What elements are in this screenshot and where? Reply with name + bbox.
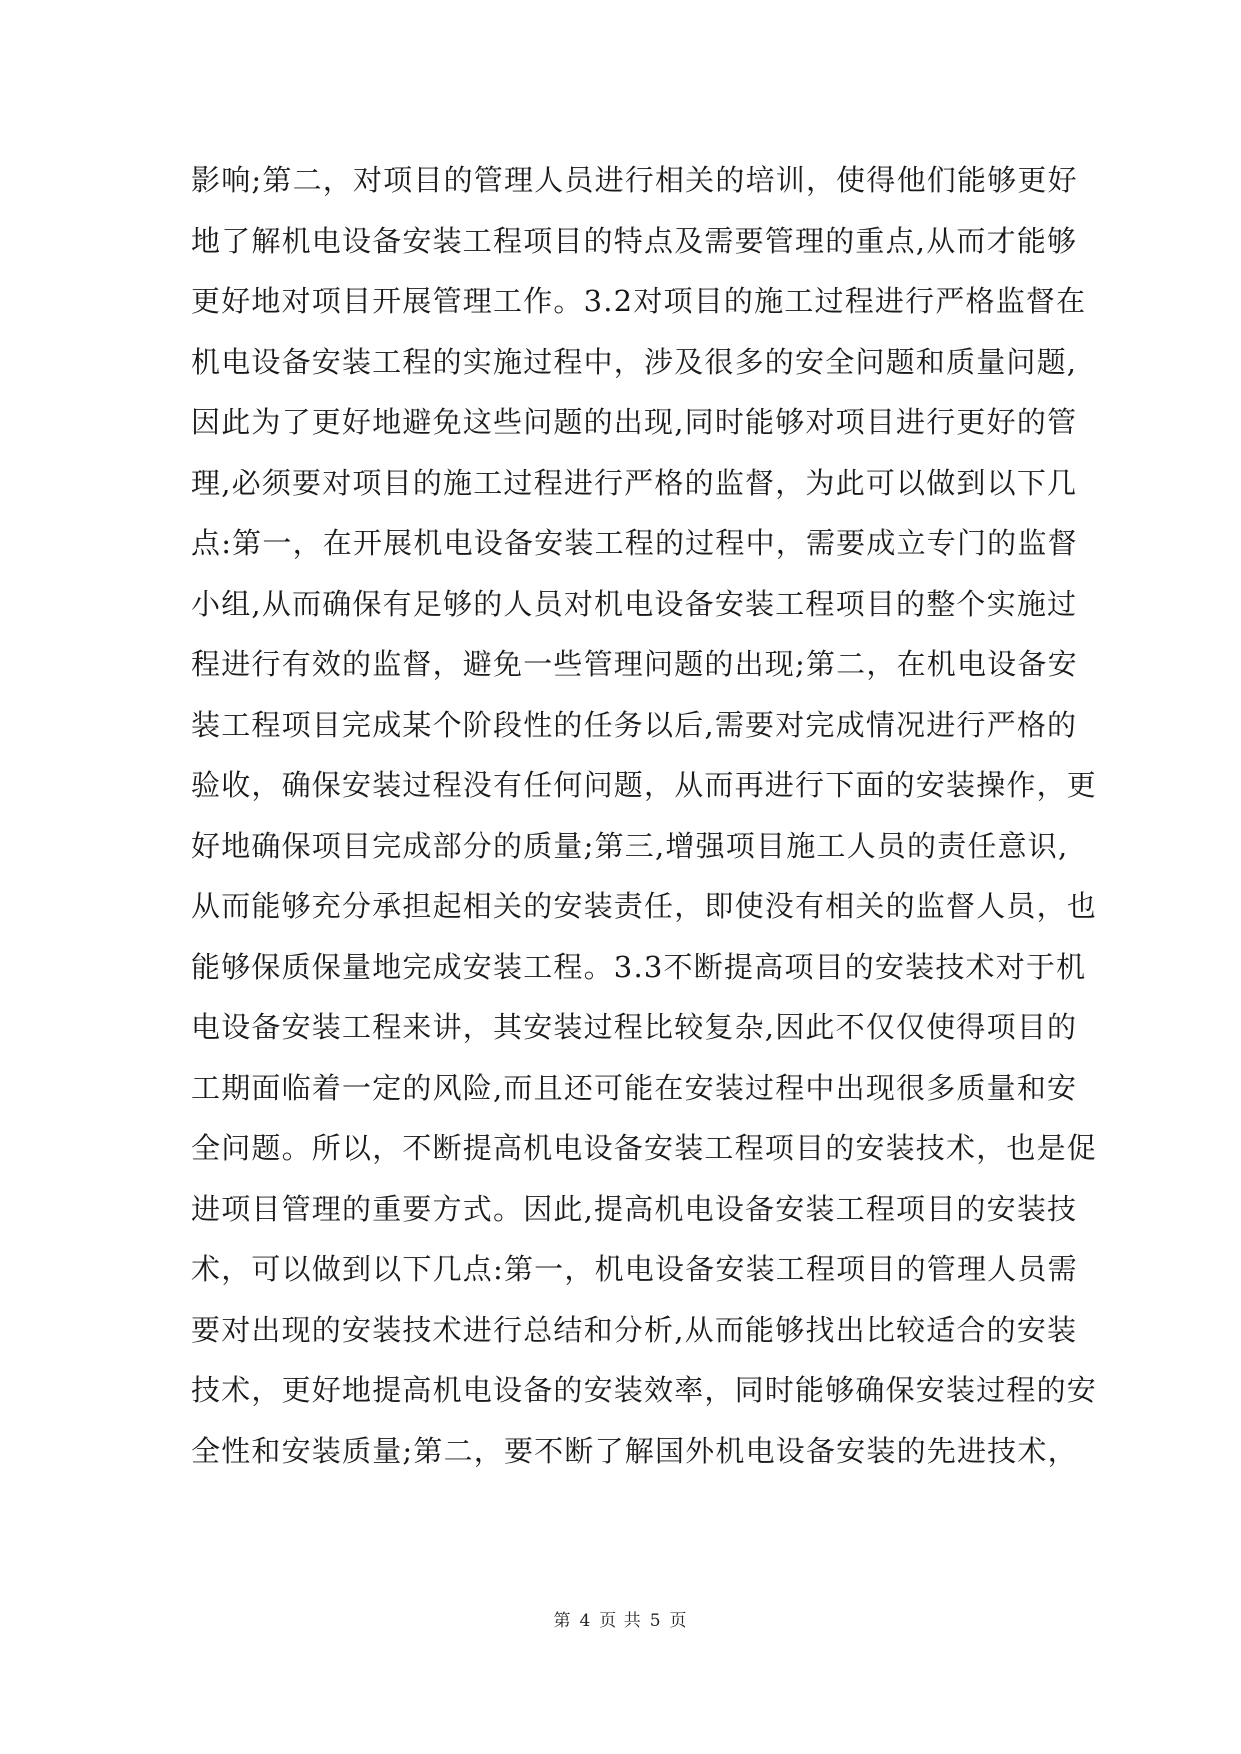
text-line: 点:第一，在开展机电设备安装工程的过程中，需要成立专门的监督 [191, 526, 1078, 560]
page-footer [0, 1606, 1241, 1631]
text-line: 地了解机电设备安装工程项目的特点及需要管理的重点,从而才能够 [191, 223, 1078, 258]
text-line: 全问题。所以，不断提高机电设备安装工程项目的安装技术，也是促 [191, 1131, 1098, 1165]
text-line: 技术，更好地提高机电设备的安装效率，同时能够确保安装过程的安 [191, 1373, 1098, 1407]
text-line: 要对出现的安装技术进行总结和分析,从而能够找出比较适合的安装 [191, 1312, 1078, 1347]
text-line: 电设备安装工程来讲，其安装过程比较复杂,因此不仅仅使得项目的 [191, 1010, 1078, 1044]
text-line: 能够保质保量地完成安装工程。3.3不断提高项目的安装技术对于机 [191, 949, 1087, 984]
text-line: 小组,从而确保有足够的人员对机电设备安装工程项目的整个实施过 [191, 586, 1078, 621]
text-line: 工期面临着一定的风险,而且还可能在安装过程中出现很多质量和安 [191, 1070, 1078, 1105]
text-line: 验收，确保安装过程没有任何问题，从而再进行下面的安装操作，更 [191, 768, 1098, 802]
text-line: 全性和安装质量;第二，要不断了解国外机电设备安装的先进技术， [191, 1433, 1078, 1468]
footer-middle: 页 共 [599, 1611, 642, 1631]
text-line: 因此为了更好地避免这些问题的出现,同时能够对项目进行更好的管 [191, 405, 1078, 439]
text-line: 进项目管理的重要方式。因此,提高机电设备安装工程项目的安装技 [191, 1191, 1078, 1226]
text-line: 机电设备安装工程的实施过程中，涉及很多的安全问题和质量问题, [191, 344, 1078, 379]
text-line: 影响;第二，对项目的管理人员进行相关的培训，使得他们能够更好 [191, 163, 1078, 197]
text-line: 程进行有效的监督，避免一些管理问题的出现;第二，在机电设备安 [191, 647, 1078, 681]
document-body [191, 150, 1098, 1481]
footer-prefix: 第 [553, 1611, 572, 1631]
text-line: 更好地对项目开展管理工作。3.2对项目的施工过程进行严格监督在 [191, 284, 1087, 318]
text-line: 装工程项目完成某个阶段性的任务以后,需要对完成情况进行严格的 [191, 707, 1078, 742]
text-line: 理,必须要对项目的施工过程进行严格的监督，为此可以做到以下几 [191, 465, 1078, 500]
page-number: 4 [579, 1611, 592, 1631]
text-line: 从而能够充分承担起相关的安装责任，即使没有相关的监督人员，也 [191, 889, 1098, 923]
footer-suffix: 页 [669, 1611, 688, 1631]
text-line: 好地确保项目完成部分的质量;第三,增强项目施工人员的责任意识, [191, 828, 1069, 863]
total-pages: 5 [649, 1611, 662, 1631]
text-line: 术，可以做到以下几点:第一，机电设备安装工程项目的管理人员需 [191, 1252, 1078, 1286]
